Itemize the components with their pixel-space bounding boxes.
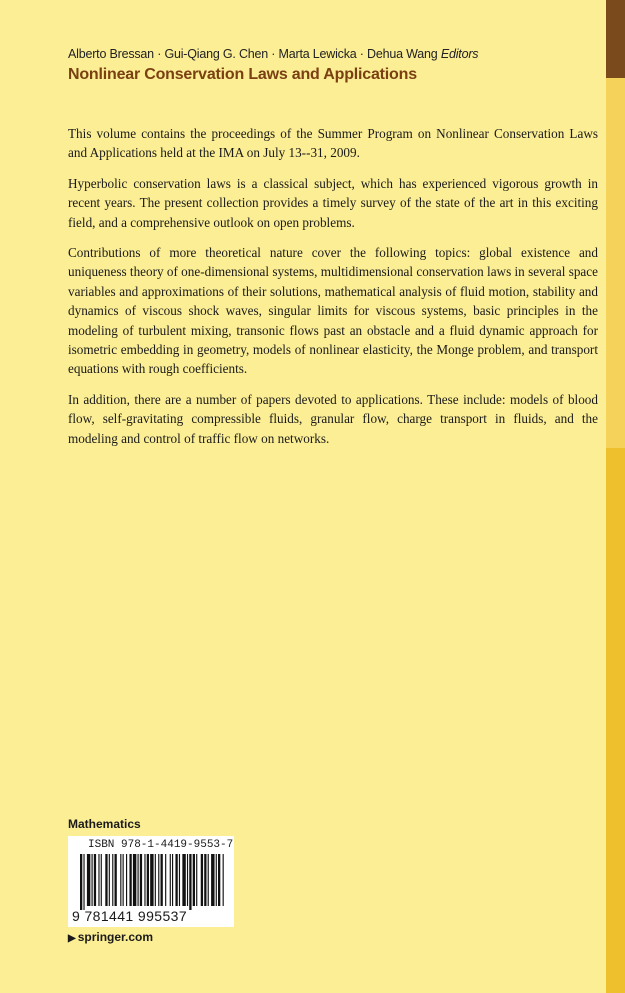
barcode-bar xyxy=(120,854,121,906)
barcode-bar xyxy=(165,854,166,906)
barcode-bar xyxy=(105,854,107,906)
barcode-bar xyxy=(218,854,220,906)
subject-category: Mathematics xyxy=(68,817,141,831)
publisher-link[interactable] xyxy=(68,930,153,944)
barcode-bar xyxy=(204,854,206,906)
book-title: Nonlinear Conservation Laws and Applications xyxy=(68,66,417,83)
barcode-bar xyxy=(115,854,117,906)
barcode-bar xyxy=(179,854,180,906)
barcode-bar xyxy=(92,854,93,906)
barcode-bar xyxy=(140,854,142,906)
barcode-bar xyxy=(158,854,159,906)
barcode-bar xyxy=(80,854,82,910)
blurb-paragraph: This volume contains the proceedings of the Summer Program on Nonlinear Conservation Laws and Applications held at the IMA on July 13--31, 2009. xyxy=(68,126,598,161)
isbn-barcode xyxy=(68,836,234,927)
isbn-text: ISBN 978-1-4419-9553-7 xyxy=(88,839,234,851)
barcode-bar xyxy=(150,854,153,906)
barcode-bar xyxy=(101,854,102,906)
barcode-bar xyxy=(83,854,84,910)
barcode-bar xyxy=(109,854,110,906)
barcode-bar xyxy=(187,854,188,906)
barcode-bar xyxy=(182,854,185,906)
barcode-bar xyxy=(144,854,145,906)
barcode-bar xyxy=(123,854,124,906)
blurb-paragraph: In addition, there are a number of papers devoted to applications. These include: models of blood flow, self-gravitating compressible fluids, granular flow, charge transport in fluids, and the modeling and control of traffic flow on networks. xyxy=(68,391,598,446)
spine-edge-top xyxy=(606,0,625,78)
barcode-bar xyxy=(112,854,113,906)
barcode-bar xyxy=(193,854,195,906)
blurb-paragraph: Hyperbolic conservation laws is a classical subject, which has experienced vigorous growth in recent years. The present collection provides a timely survey of the state of the art in this exciting field, and a comprehensive outlook on open problems. xyxy=(68,175,598,230)
barcode-bar xyxy=(129,854,131,906)
editors-line xyxy=(68,47,478,61)
barcode-bar xyxy=(196,854,197,906)
publisher-url: springer.com xyxy=(77,930,154,944)
barcode-bar xyxy=(155,854,156,906)
barcode-bar xyxy=(208,854,209,906)
barcode-bar xyxy=(189,854,191,910)
barcode-digits: 9 781441 995537 xyxy=(72,908,187,924)
blurb-paragraph: Contributions of more theoretical nature cover the following topics: global existence and uniqueness theory of one-dimensional systems, multidimensional conservation laws in several space variables and approximations of their solutions, mathematical analysis of fluid motion, stability and dynamics of viscous shock waves, singular limits for viscous systems, basic principles in the modeling of turbulent mixing, transonic flows past an obstacle and a fluid dynamic approach for isometric embedding in geometry, models of nonlinear elasticity, the Monge problem, and transport equations with rough coefficients. xyxy=(68,245,598,377)
barcode-bar xyxy=(138,854,139,906)
editors-role: Editors xyxy=(440,47,479,61)
barcode-bar xyxy=(126,854,127,906)
barcode-bar xyxy=(133,854,136,906)
back-cover-blurb xyxy=(68,124,598,459)
barcode-bar xyxy=(175,854,177,906)
barcode-bar xyxy=(161,854,163,906)
barcode-bar xyxy=(216,854,217,906)
barcode-bar xyxy=(172,854,173,906)
barcode-bar xyxy=(87,854,90,906)
barcode-bar xyxy=(211,854,214,906)
barcode-bar xyxy=(147,854,149,906)
editor-names: Alberto Bressan · Gui-Qiang G. Chen · Marta Lewicka · Dehua Wang xyxy=(68,47,438,61)
barcode-bar xyxy=(98,854,99,906)
barcode-bar xyxy=(201,854,203,906)
spine-edge-bottom xyxy=(606,448,625,993)
barcode-bar xyxy=(94,854,96,906)
barcode-bar xyxy=(170,854,171,906)
triangle-right-icon: ▶ xyxy=(68,933,76,944)
barcode-bar xyxy=(223,854,224,906)
